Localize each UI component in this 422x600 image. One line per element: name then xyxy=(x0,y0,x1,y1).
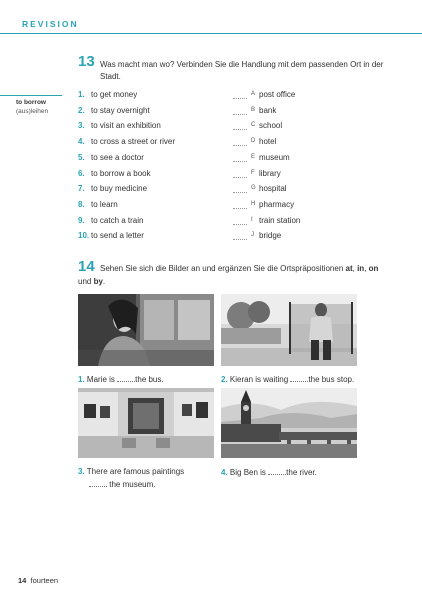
gloss-german: (aus)leihen xyxy=(16,108,49,115)
page-footer xyxy=(18,576,58,585)
answer-blank[interactable] xyxy=(290,374,308,382)
caption-number: 4. xyxy=(221,468,228,477)
matching-row xyxy=(78,216,338,229)
answer-blank[interactable] xyxy=(233,129,247,130)
answer-blank[interactable] xyxy=(233,145,247,146)
item-action: to borrow a book xyxy=(91,168,151,178)
answer-blank[interactable] xyxy=(268,467,286,475)
exercise-14-number: 14 xyxy=(78,258,95,275)
item-number: 10. xyxy=(78,231,90,241)
caption-text: the bus stop. xyxy=(308,375,355,384)
place-letter: A xyxy=(251,91,256,97)
preposition-by: by xyxy=(93,277,103,286)
photo-big-ben xyxy=(221,388,357,458)
item-number: 7. xyxy=(78,184,85,194)
place-name: bridge xyxy=(259,231,282,241)
caption-text: the museum. xyxy=(109,480,156,489)
item-number: 2. xyxy=(78,105,85,115)
caption-text: the river. xyxy=(286,468,317,477)
item-number: 6. xyxy=(78,168,85,178)
instruction-text: . xyxy=(102,277,106,286)
place-name: train station xyxy=(259,215,301,225)
matching-row xyxy=(78,231,338,244)
caption-text: Kieran is waiting xyxy=(229,375,291,384)
item-action: to learn xyxy=(91,199,118,209)
page-number: 14 xyxy=(18,576,27,585)
answer-blank[interactable] xyxy=(233,239,247,240)
page-word: fourteen xyxy=(30,576,59,585)
item-action: to catch a train xyxy=(91,215,144,225)
answer-blank[interactable] xyxy=(233,161,247,162)
caption-1 xyxy=(78,374,164,384)
gloss-english: to borrow xyxy=(16,99,46,106)
answer-blank[interactable] xyxy=(233,177,247,178)
item-action: to send a letter xyxy=(91,231,144,241)
exercise-13-instruction: Was macht man wo? Verbinden Sie die Handlung mit dem passenden Ort in der Stadt. xyxy=(100,60,384,81)
matching-row xyxy=(78,121,338,134)
separator: , xyxy=(364,264,369,273)
item-number: 3. xyxy=(78,121,85,131)
place-letter: I xyxy=(251,216,253,223)
caption-4 xyxy=(221,467,317,477)
place-letter: J xyxy=(251,232,254,239)
item-action: to visit an exhibition xyxy=(91,121,161,131)
header-rule xyxy=(0,33,422,34)
exercise-14-instruction-line2 xyxy=(78,276,105,288)
instruction-text: Sehen Sie sich die Bilder an und ergänzen Sie die Ortspräpositionen xyxy=(100,264,346,273)
place-name: library xyxy=(259,168,281,178)
matching-row xyxy=(78,153,338,166)
separator: , xyxy=(352,264,358,273)
place-letter: C xyxy=(251,122,256,129)
caption-text: Big Ben is xyxy=(229,468,269,477)
place-name: hospital xyxy=(259,184,287,194)
answer-blank[interactable] xyxy=(233,224,247,225)
section-label: REVISION xyxy=(22,19,79,29)
caption-text: Marie is xyxy=(86,375,118,384)
item-number: 5. xyxy=(78,152,85,162)
caption-2 xyxy=(221,374,354,384)
answer-blank[interactable] xyxy=(233,98,247,99)
gloss-rule xyxy=(0,95,62,96)
item-number: 4. xyxy=(78,137,85,147)
photo-man-at-bus-stop xyxy=(221,294,357,366)
place-name: museum xyxy=(259,152,290,162)
place-letter: B xyxy=(251,106,256,113)
matching-row xyxy=(78,90,338,103)
item-action: to cross a street or river xyxy=(91,137,176,147)
item-number: 9. xyxy=(78,215,85,225)
preposition-at: at xyxy=(345,264,353,273)
place-letter: H xyxy=(251,200,256,207)
instruction-text: und xyxy=(78,277,94,286)
item-action: to stay overnight xyxy=(91,105,150,115)
caption-number: 2. xyxy=(221,375,228,384)
answer-blank[interactable] xyxy=(233,208,247,209)
place-letter: E xyxy=(251,153,256,160)
place-letter: G xyxy=(251,185,256,192)
photo-museum-gallery xyxy=(78,388,214,458)
place-letter: D xyxy=(251,138,256,145)
caption-number: 1. xyxy=(78,375,85,384)
caption-3 xyxy=(78,467,184,476)
caption-text: There are famous paintings xyxy=(86,467,185,476)
exercise-13-number: 13 xyxy=(78,53,95,70)
matching-row xyxy=(78,184,338,197)
place-name: hotel xyxy=(259,137,277,147)
matching-row xyxy=(78,169,338,182)
place-name: pharmacy xyxy=(259,199,295,209)
item-number: 8. xyxy=(78,199,85,209)
answer-blank[interactable] xyxy=(233,114,247,115)
caption-text: the bus. xyxy=(135,375,164,384)
place-name: bank xyxy=(259,105,277,115)
item-action: to get money xyxy=(91,90,138,99)
item-action: to see a doctor xyxy=(91,152,144,162)
matching-row xyxy=(78,200,338,213)
caption-3-line2 xyxy=(89,479,155,489)
matching-row xyxy=(78,137,338,150)
photo-woman-on-bus xyxy=(78,294,214,366)
answer-blank[interactable] xyxy=(233,192,247,193)
place-letter: F xyxy=(251,169,255,176)
place-name: school xyxy=(259,121,283,131)
place-name: post office xyxy=(259,90,296,99)
answer-blank[interactable] xyxy=(117,374,135,382)
preposition-on: on xyxy=(368,264,379,273)
answer-blank[interactable] xyxy=(89,479,107,487)
exercise-14-instruction-line1 xyxy=(100,263,400,275)
item-number: 1. xyxy=(78,90,85,99)
item-action: to buy medicine xyxy=(91,184,148,194)
matching-row xyxy=(78,106,338,119)
preposition-in: in xyxy=(357,264,365,273)
caption-number: 3. xyxy=(78,467,85,476)
